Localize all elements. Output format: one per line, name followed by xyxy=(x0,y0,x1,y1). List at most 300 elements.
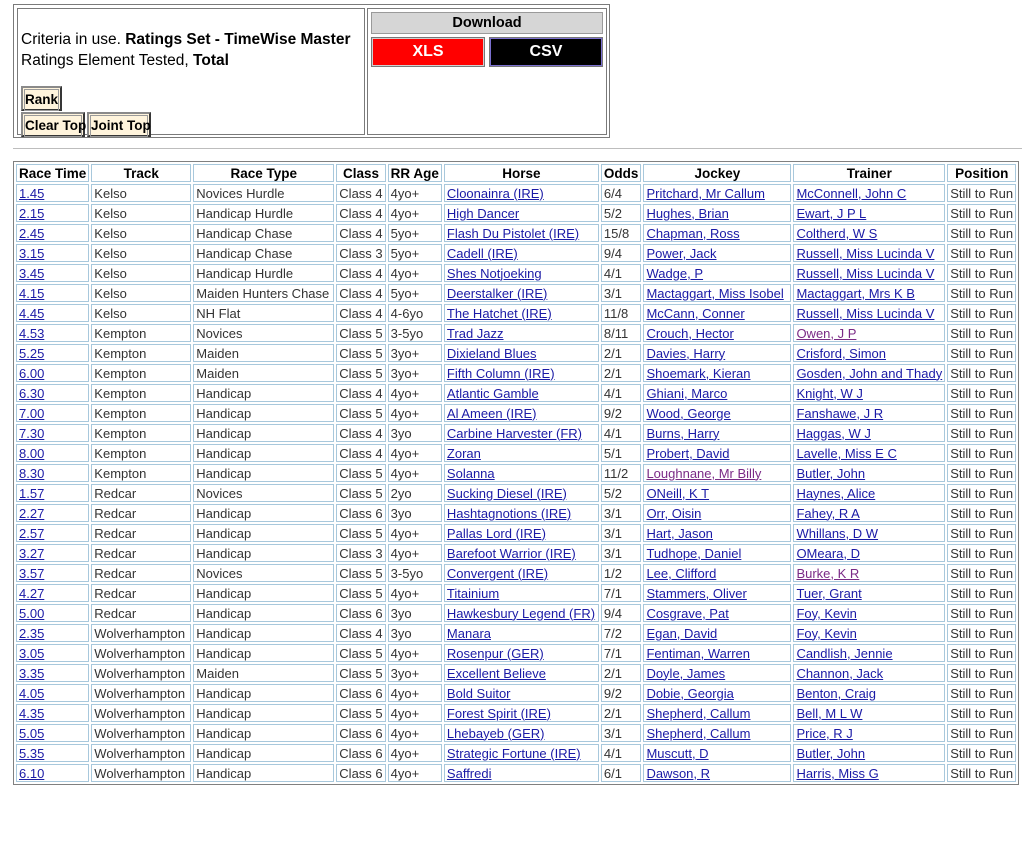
criteria-ratings-set xyxy=(21,31,350,49)
class-cell: Class 6 xyxy=(336,604,385,622)
trainer-cell xyxy=(793,584,945,602)
jockey-link[interactable]: Pritchard, Mr Callum xyxy=(646,185,765,201)
jockey-link[interactable]: Tudhope, Daniel xyxy=(646,545,742,561)
jockey-cell xyxy=(643,344,791,362)
table-row xyxy=(16,764,1016,782)
race-time-link[interactable]: 1.45 xyxy=(19,185,45,201)
track-cell: Kempton xyxy=(91,324,191,342)
rank-button[interactable] xyxy=(21,86,62,111)
jockey-link[interactable]: Loughnane, Mr Billy xyxy=(646,465,762,481)
odds-cell: 11/8 xyxy=(601,304,642,322)
position-cell: Still to Run xyxy=(947,424,1016,442)
download-csv-button[interactable]: CSV xyxy=(489,37,603,67)
horse-link[interactable]: Pallas Lord (IRE) xyxy=(446,525,546,541)
horse-link[interactable]: Deerstalker (IRE) xyxy=(446,285,548,301)
rr-age-cell: 4-6yo xyxy=(388,304,442,322)
rr-age-cell: 4yo+ xyxy=(388,584,442,602)
trainer-link[interactable]: Burke, K R xyxy=(796,565,860,581)
trainer-link[interactable]: Whillans, D W xyxy=(796,525,879,541)
class-cell: Class 3 xyxy=(336,544,385,562)
rank-button-label: Rank xyxy=(24,89,59,111)
trainer-cell xyxy=(793,384,945,402)
jockey-cell xyxy=(643,284,791,302)
race-time-cell xyxy=(16,544,89,562)
jockey-cell xyxy=(643,624,791,642)
odds-cell: 3/1 xyxy=(601,544,642,562)
divider xyxy=(13,148,1022,149)
trainer-link[interactable]: Price, R J xyxy=(796,725,853,741)
horse-cell xyxy=(444,184,599,202)
trainer-cell xyxy=(793,444,945,462)
trainer-link[interactable]: Coltherd, W S xyxy=(796,225,878,241)
jockey-link[interactable]: Doyle, James xyxy=(646,665,726,681)
track-cell: Kelso xyxy=(91,304,191,322)
race-type-cell: Handicap xyxy=(193,604,334,622)
rr-age-cell: 3yo xyxy=(388,424,442,442)
trainer-link[interactable]: Foy, Kevin xyxy=(796,605,857,621)
horse-cell xyxy=(444,484,599,502)
rr-age-cell: 4yo+ xyxy=(388,524,442,542)
trainer-link[interactable]: Foy, Kevin xyxy=(796,625,857,641)
race-time-cell xyxy=(16,284,89,302)
rr-age-cell: 3yo+ xyxy=(388,344,442,362)
race-type-cell: Handicap xyxy=(193,464,334,482)
track-cell: Redcar xyxy=(91,584,191,602)
race-type-cell: Handicap xyxy=(193,444,334,462)
trainer-link[interactable]: OMeara, D xyxy=(796,545,861,561)
jockey-link[interactable]: Crouch, Hector xyxy=(646,325,734,341)
horse-link[interactable]: Forest Spirit (IRE) xyxy=(446,705,551,721)
horse-link[interactable]: Titainium xyxy=(446,585,500,601)
track-cell: Wolverhampton xyxy=(91,624,191,642)
horse-cell xyxy=(444,464,599,482)
horse-link[interactable]: Cadell (IRE) xyxy=(446,245,518,261)
race-time-link[interactable]: 4.53 xyxy=(19,325,45,341)
rr-age-cell: 4yo+ xyxy=(388,444,442,462)
rr-age-cell: 4yo+ xyxy=(388,384,442,402)
table-row xyxy=(16,384,1016,402)
odds-cell: 2/1 xyxy=(601,364,642,382)
table-row xyxy=(16,464,1016,482)
trainer-link[interactable]: Mactaggart, Mrs K B xyxy=(796,285,915,301)
trainer-link[interactable]: Russell, Miss Lucinda V xyxy=(796,245,935,261)
rr-age-cell: 5yo+ xyxy=(388,224,442,242)
trainer-cell xyxy=(793,664,945,682)
race-time-link[interactable]: 4.27 xyxy=(19,585,45,601)
race-time-link[interactable]: 2.57 xyxy=(19,525,45,541)
horse-link[interactable]: High Dancer xyxy=(446,205,520,221)
jockey-link[interactable]: ONeill, K T xyxy=(646,485,710,501)
class-cell: Class 5 xyxy=(336,464,385,482)
jockey-link[interactable]: Burns, Harry xyxy=(646,425,720,441)
race-time-link[interactable]: 2.27 xyxy=(19,505,45,521)
track-cell: Kempton xyxy=(91,344,191,362)
race-time-link[interactable]: 3.05 xyxy=(19,645,45,661)
track-cell: Kempton xyxy=(91,404,191,422)
class-cell: Class 4 xyxy=(336,204,385,222)
jockey-link[interactable]: Lee, Clifford xyxy=(646,565,717,581)
track-cell: Redcar xyxy=(91,484,191,502)
race-time-link[interactable]: 8.00 xyxy=(19,445,45,461)
jockey-link[interactable]: Power, Jack xyxy=(646,245,717,261)
horse-link[interactable]: Al Ameen (IRE) xyxy=(446,405,537,421)
race-time-cell xyxy=(16,424,89,442)
position-cell: Still to Run xyxy=(947,744,1016,762)
horse-link[interactable]: Excellent Believe xyxy=(446,665,546,681)
jockey-link[interactable]: Hart, Jason xyxy=(646,525,713,541)
trainer-link[interactable]: Butler, John xyxy=(796,745,866,761)
table-row xyxy=(16,604,1016,622)
track-cell: Kempton xyxy=(91,424,191,442)
class-cell: Class 4 xyxy=(336,384,385,402)
race-time-link[interactable]: 3.27 xyxy=(19,545,45,561)
position-cell: Still to Run xyxy=(947,604,1016,622)
class-cell: Class 4 xyxy=(336,624,385,642)
column-header-class: Class xyxy=(336,164,385,182)
race-type-cell: Handicap xyxy=(193,764,334,782)
race-type-cell: Handicap Chase xyxy=(193,244,334,262)
trainer-cell xyxy=(793,464,945,482)
horse-link[interactable]: Manara xyxy=(446,625,491,641)
horse-link[interactable]: Cloonainra (IRE) xyxy=(446,185,544,201)
horse-link[interactable]: Lhebayeb (GER) xyxy=(446,725,545,741)
class-cell: Class 5 xyxy=(336,324,385,342)
horse-cell xyxy=(444,504,599,522)
jockey-cell xyxy=(643,604,791,622)
jockey-link[interactable]: Dobie, Georgia xyxy=(646,685,734,701)
odds-cell: 3/1 xyxy=(601,724,642,742)
horse-cell xyxy=(444,704,599,722)
track-cell: Wolverhampton xyxy=(91,704,191,722)
race-time-cell xyxy=(16,224,89,242)
trainer-link[interactable]: Tuer, Grant xyxy=(796,585,862,601)
table-row xyxy=(16,444,1016,462)
race-time-cell xyxy=(16,724,89,742)
jockey-link[interactable]: Mactaggart, Miss Isobel xyxy=(646,285,784,301)
trainer-link[interactable]: Gosden, John and Thady xyxy=(796,365,943,381)
race-time-link[interactable]: 6.10 xyxy=(19,765,45,781)
trainer-cell xyxy=(793,684,945,702)
table-row xyxy=(16,504,1016,522)
rr-age-cell: 3yo xyxy=(388,624,442,642)
horse-link[interactable]: Barefoot Warrior (IRE) xyxy=(446,545,576,561)
trainer-link[interactable]: Russell, Miss Lucinda V xyxy=(796,265,935,281)
jockey-cell xyxy=(643,664,791,682)
race-time-cell xyxy=(16,464,89,482)
race-time-link[interactable]: 8.30 xyxy=(19,465,45,481)
jockey-link[interactable]: McCann, Conner xyxy=(646,305,745,321)
criteria-value: Ratings Set - TimeWise Master xyxy=(125,31,351,48)
table-header-row xyxy=(16,164,1016,182)
race-time-link[interactable]: 5.25 xyxy=(19,345,45,361)
position-cell: Still to Run xyxy=(947,224,1016,242)
race-time-link[interactable]: 5.00 xyxy=(19,605,45,621)
table-row xyxy=(16,284,1016,302)
horse-link[interactable]: Zoran xyxy=(446,445,481,461)
table-row xyxy=(16,584,1016,602)
jockey-link[interactable]: Hughes, Brian xyxy=(646,205,729,221)
rr-age-cell: 4yo+ xyxy=(388,684,442,702)
race-time-link[interactable]: 5.35 xyxy=(19,745,45,761)
trainer-link[interactable]: McConnell, John C xyxy=(796,185,907,201)
rr-age-cell: 4yo+ xyxy=(388,464,442,482)
track-cell: Wolverhampton xyxy=(91,744,191,762)
class-cell: Class 5 xyxy=(336,524,385,542)
horse-link[interactable]: Flash Du Pistolet (IRE) xyxy=(446,225,580,241)
horse-link[interactable]: Trad Jazz xyxy=(446,325,504,341)
race-time-link[interactable]: 2.45 xyxy=(19,225,45,241)
race-time-link[interactable]: 3.15 xyxy=(19,245,45,261)
horse-cell xyxy=(444,384,599,402)
track-cell: Kempton xyxy=(91,464,191,482)
race-type-cell: Handicap xyxy=(193,744,334,762)
race-time-link[interactable]: 6.00 xyxy=(19,365,45,381)
class-cell: Class 4 xyxy=(336,264,385,282)
horse-link[interactable]: Shes Notjoeking xyxy=(446,265,542,281)
trainer-link[interactable]: Harris, Miss G xyxy=(796,765,879,781)
odds-cell: 5/2 xyxy=(601,484,642,502)
race-type-cell: Handicap Hurdle xyxy=(193,204,334,222)
trainer-link[interactable]: Channon, Jack xyxy=(796,665,884,681)
jockey-cell xyxy=(643,564,791,582)
horse-link[interactable]: Atlantic Gamble xyxy=(446,385,539,401)
jockey-cell xyxy=(643,524,791,542)
race-time-link[interactable]: 7.30 xyxy=(19,425,45,441)
odds-cell: 15/8 xyxy=(601,224,642,242)
track-cell: Kelso xyxy=(91,184,191,202)
jockey-link[interactable]: Shoemark, Kieran xyxy=(646,365,751,381)
joint-top-button[interactable] xyxy=(87,112,151,137)
race-time-link[interactable]: 3.35 xyxy=(19,665,45,681)
trainer-link[interactable]: Benton, Craig xyxy=(796,685,876,701)
horse-link[interactable]: Rosenpur (GER) xyxy=(446,645,544,661)
horse-link[interactable]: Convergent (IRE) xyxy=(446,565,549,581)
class-cell: Class 6 xyxy=(336,724,385,742)
horse-cell xyxy=(444,584,599,602)
jockey-cell xyxy=(643,484,791,502)
jockey-link[interactable]: Cosgrave, Pat xyxy=(646,605,729,621)
race-time-cell xyxy=(16,584,89,602)
trainer-link[interactable]: Owen, J P xyxy=(796,325,857,341)
horse-link[interactable]: Carbine Harvester (FR) xyxy=(446,425,583,441)
race-type-cell: Handicap xyxy=(193,424,334,442)
element-value: Total xyxy=(193,52,229,69)
track-cell: Redcar xyxy=(91,544,191,562)
horse-cell xyxy=(444,604,599,622)
jockey-link[interactable]: Stammers, Oliver xyxy=(646,585,747,601)
race-time-cell xyxy=(16,404,89,422)
race-type-cell: Handicap xyxy=(193,724,334,742)
trainer-link[interactable]: Fanshawe, J R xyxy=(796,405,884,421)
race-time-link[interactable]: 5.05 xyxy=(19,725,45,741)
trainer-link[interactable]: Russell, Miss Lucinda V xyxy=(796,305,935,321)
trainer-cell xyxy=(793,264,945,282)
trainer-link[interactable]: Knight, W J xyxy=(796,385,863,401)
race-time-link[interactable]: 4.05 xyxy=(19,685,45,701)
trainer-cell xyxy=(793,764,945,782)
jockey-cell xyxy=(643,404,791,422)
race-time-link[interactable]: 7.00 xyxy=(19,405,45,421)
jockey-cell xyxy=(643,304,791,322)
jockey-cell xyxy=(643,464,791,482)
horse-link[interactable]: Saffredi xyxy=(446,765,492,781)
rr-age-cell: 5yo+ xyxy=(388,284,442,302)
download-title: Download xyxy=(371,12,603,34)
horse-link[interactable]: Hashtagnotions (IRE) xyxy=(446,505,572,521)
trainer-cell xyxy=(793,284,945,302)
race-type-cell: Handicap xyxy=(193,504,334,522)
jockey-link[interactable]: Chapman, Ross xyxy=(646,225,740,241)
jockey-link[interactable]: Fentiman, Warren xyxy=(646,645,750,661)
position-cell: Still to Run xyxy=(947,584,1016,602)
trainer-link[interactable]: Haggas, W J xyxy=(796,425,871,441)
jockey-cell xyxy=(643,204,791,222)
track-cell: Wolverhampton xyxy=(91,724,191,742)
odds-cell: 11/2 xyxy=(601,464,642,482)
horse-link[interactable]: Strategic Fortune (IRE) xyxy=(446,745,581,761)
track-cell: Kelso xyxy=(91,204,191,222)
jockey-link[interactable]: Shepherd, Callum xyxy=(646,725,751,741)
race-time-link[interactable]: 4.35 xyxy=(19,705,45,721)
race-time-link[interactable]: 4.15 xyxy=(19,285,45,301)
jockey-link[interactable]: Ghiani, Marco xyxy=(646,385,728,401)
track-cell: Kelso xyxy=(91,224,191,242)
jockey-link[interactable]: Egan, David xyxy=(646,625,718,641)
position-cell: Still to Run xyxy=(947,624,1016,642)
jockey-link[interactable]: Shepherd, Callum xyxy=(646,705,751,721)
jockey-link[interactable]: Muscutt, D xyxy=(646,745,709,761)
trainer-cell xyxy=(793,364,945,382)
criteria-panel xyxy=(13,4,610,138)
trainer-link[interactable]: Candlish, Jennie xyxy=(796,645,893,661)
race-time-link[interactable]: 3.45 xyxy=(19,265,45,281)
class-cell: Class 4 xyxy=(336,284,385,302)
track-cell: Kelso xyxy=(91,284,191,302)
race-time-cell xyxy=(16,304,89,322)
odds-cell: 4/1 xyxy=(601,744,642,762)
class-cell: Class 5 xyxy=(336,664,385,682)
trainer-link[interactable]: Crisford, Simon xyxy=(796,345,887,361)
table-row xyxy=(16,744,1016,762)
table-row xyxy=(16,484,1016,502)
jockey-cell xyxy=(643,324,791,342)
race-time-cell xyxy=(16,344,89,362)
position-cell: Still to Run xyxy=(947,344,1016,362)
trainer-link[interactable]: Ewart, J P L xyxy=(796,205,867,221)
table-row xyxy=(16,324,1016,342)
clear-top-button[interactable] xyxy=(21,112,85,137)
race-time-cell xyxy=(16,624,89,642)
odds-cell: 6/4 xyxy=(601,184,642,202)
download-box xyxy=(367,8,607,135)
horse-link[interactable]: The Hatchet (IRE) xyxy=(446,305,552,321)
trainer-cell xyxy=(793,724,945,742)
trainer-cell xyxy=(793,184,945,202)
trainer-cell xyxy=(793,344,945,362)
horse-cell xyxy=(444,664,599,682)
rr-age-cell: 4yo+ xyxy=(388,724,442,742)
race-type-cell: Novices xyxy=(193,484,334,502)
horse-cell xyxy=(444,424,599,442)
class-cell: Class 6 xyxy=(336,684,385,702)
jockey-link[interactable]: Probert, David xyxy=(646,445,730,461)
race-time-link[interactable]: 6.30 xyxy=(19,385,45,401)
position-cell: Still to Run xyxy=(947,564,1016,582)
race-type-cell: Handicap xyxy=(193,704,334,722)
horse-link[interactable]: Fifth Column (IRE) xyxy=(446,365,555,381)
race-time-link[interactable]: 2.15 xyxy=(19,205,45,221)
trainer-cell xyxy=(793,424,945,442)
horse-link[interactable]: Solanna xyxy=(446,465,495,481)
horse-link[interactable]: Dixieland Blues xyxy=(446,345,537,361)
download-xls-button[interactable]: XLS xyxy=(371,37,485,67)
jockey-link[interactable]: Davies, Harry xyxy=(646,345,726,361)
class-cell: Class 6 xyxy=(336,504,385,522)
jockey-cell xyxy=(643,184,791,202)
race-type-cell: Novices xyxy=(193,564,334,582)
jockey-link[interactable]: Dawson, R xyxy=(646,765,711,781)
table-row xyxy=(16,664,1016,682)
jockey-link[interactable]: Wood, George xyxy=(646,405,731,421)
trainer-link[interactable]: Fahey, R A xyxy=(796,505,860,521)
race-time-link[interactable]: 4.45 xyxy=(19,305,45,321)
horse-link[interactable]: Hawkesbury Legend (FR) xyxy=(446,605,596,621)
class-cell: Class 3 xyxy=(336,244,385,262)
trainer-cell xyxy=(793,304,945,322)
table-row xyxy=(16,564,1016,582)
element-label: Ratings Element Tested, xyxy=(21,52,194,69)
odds-cell: 5/2 xyxy=(601,204,642,222)
jockey-link[interactable]: Orr, Oisin xyxy=(646,505,702,521)
class-cell: Class 5 xyxy=(336,364,385,382)
race-type-cell: Maiden Hunters Chase xyxy=(193,284,334,302)
race-time-cell xyxy=(16,384,89,402)
results-table xyxy=(13,161,1019,785)
race-time-cell xyxy=(16,264,89,282)
trainer-cell xyxy=(793,504,945,522)
race-type-cell: Handicap xyxy=(193,524,334,542)
odds-cell: 9/2 xyxy=(601,404,642,422)
class-cell: Class 4 xyxy=(336,424,385,442)
horse-link[interactable]: Bold Suitor xyxy=(446,685,511,701)
column-header-horse: Horse xyxy=(444,164,599,182)
race-time-link[interactable]: 3.57 xyxy=(19,565,45,581)
table-row xyxy=(16,204,1016,222)
odds-cell: 7/2 xyxy=(601,624,642,642)
table-row xyxy=(16,244,1016,262)
rr-age-cell: 2yo xyxy=(388,484,442,502)
position-cell: Still to Run xyxy=(947,244,1016,262)
trainer-link[interactable]: Bell, M L W xyxy=(796,705,863,721)
column-header-race-type: Race Type xyxy=(193,164,334,182)
horse-link[interactable]: Sucking Diesel (IRE) xyxy=(446,485,567,501)
position-cell: Still to Run xyxy=(947,484,1016,502)
odds-cell: 7/1 xyxy=(601,584,642,602)
column-header-odds: Odds xyxy=(601,164,642,182)
race-time-link[interactable]: 1.57 xyxy=(19,485,45,501)
trainer-cell xyxy=(793,224,945,242)
jockey-link[interactable]: Wadge, P xyxy=(646,265,704,281)
trainer-link[interactable]: Haynes, Alice xyxy=(796,485,876,501)
position-cell: Still to Run xyxy=(947,444,1016,462)
rr-age-cell: 4yo+ xyxy=(388,204,442,222)
race-time-link[interactable]: 2.35 xyxy=(19,625,45,641)
horse-cell xyxy=(444,204,599,222)
trainer-link[interactable]: Lavelle, Miss E C xyxy=(796,445,897,461)
trainer-link[interactable]: Butler, John xyxy=(796,465,866,481)
race-time-cell xyxy=(16,744,89,762)
class-cell: Class 5 xyxy=(336,564,385,582)
